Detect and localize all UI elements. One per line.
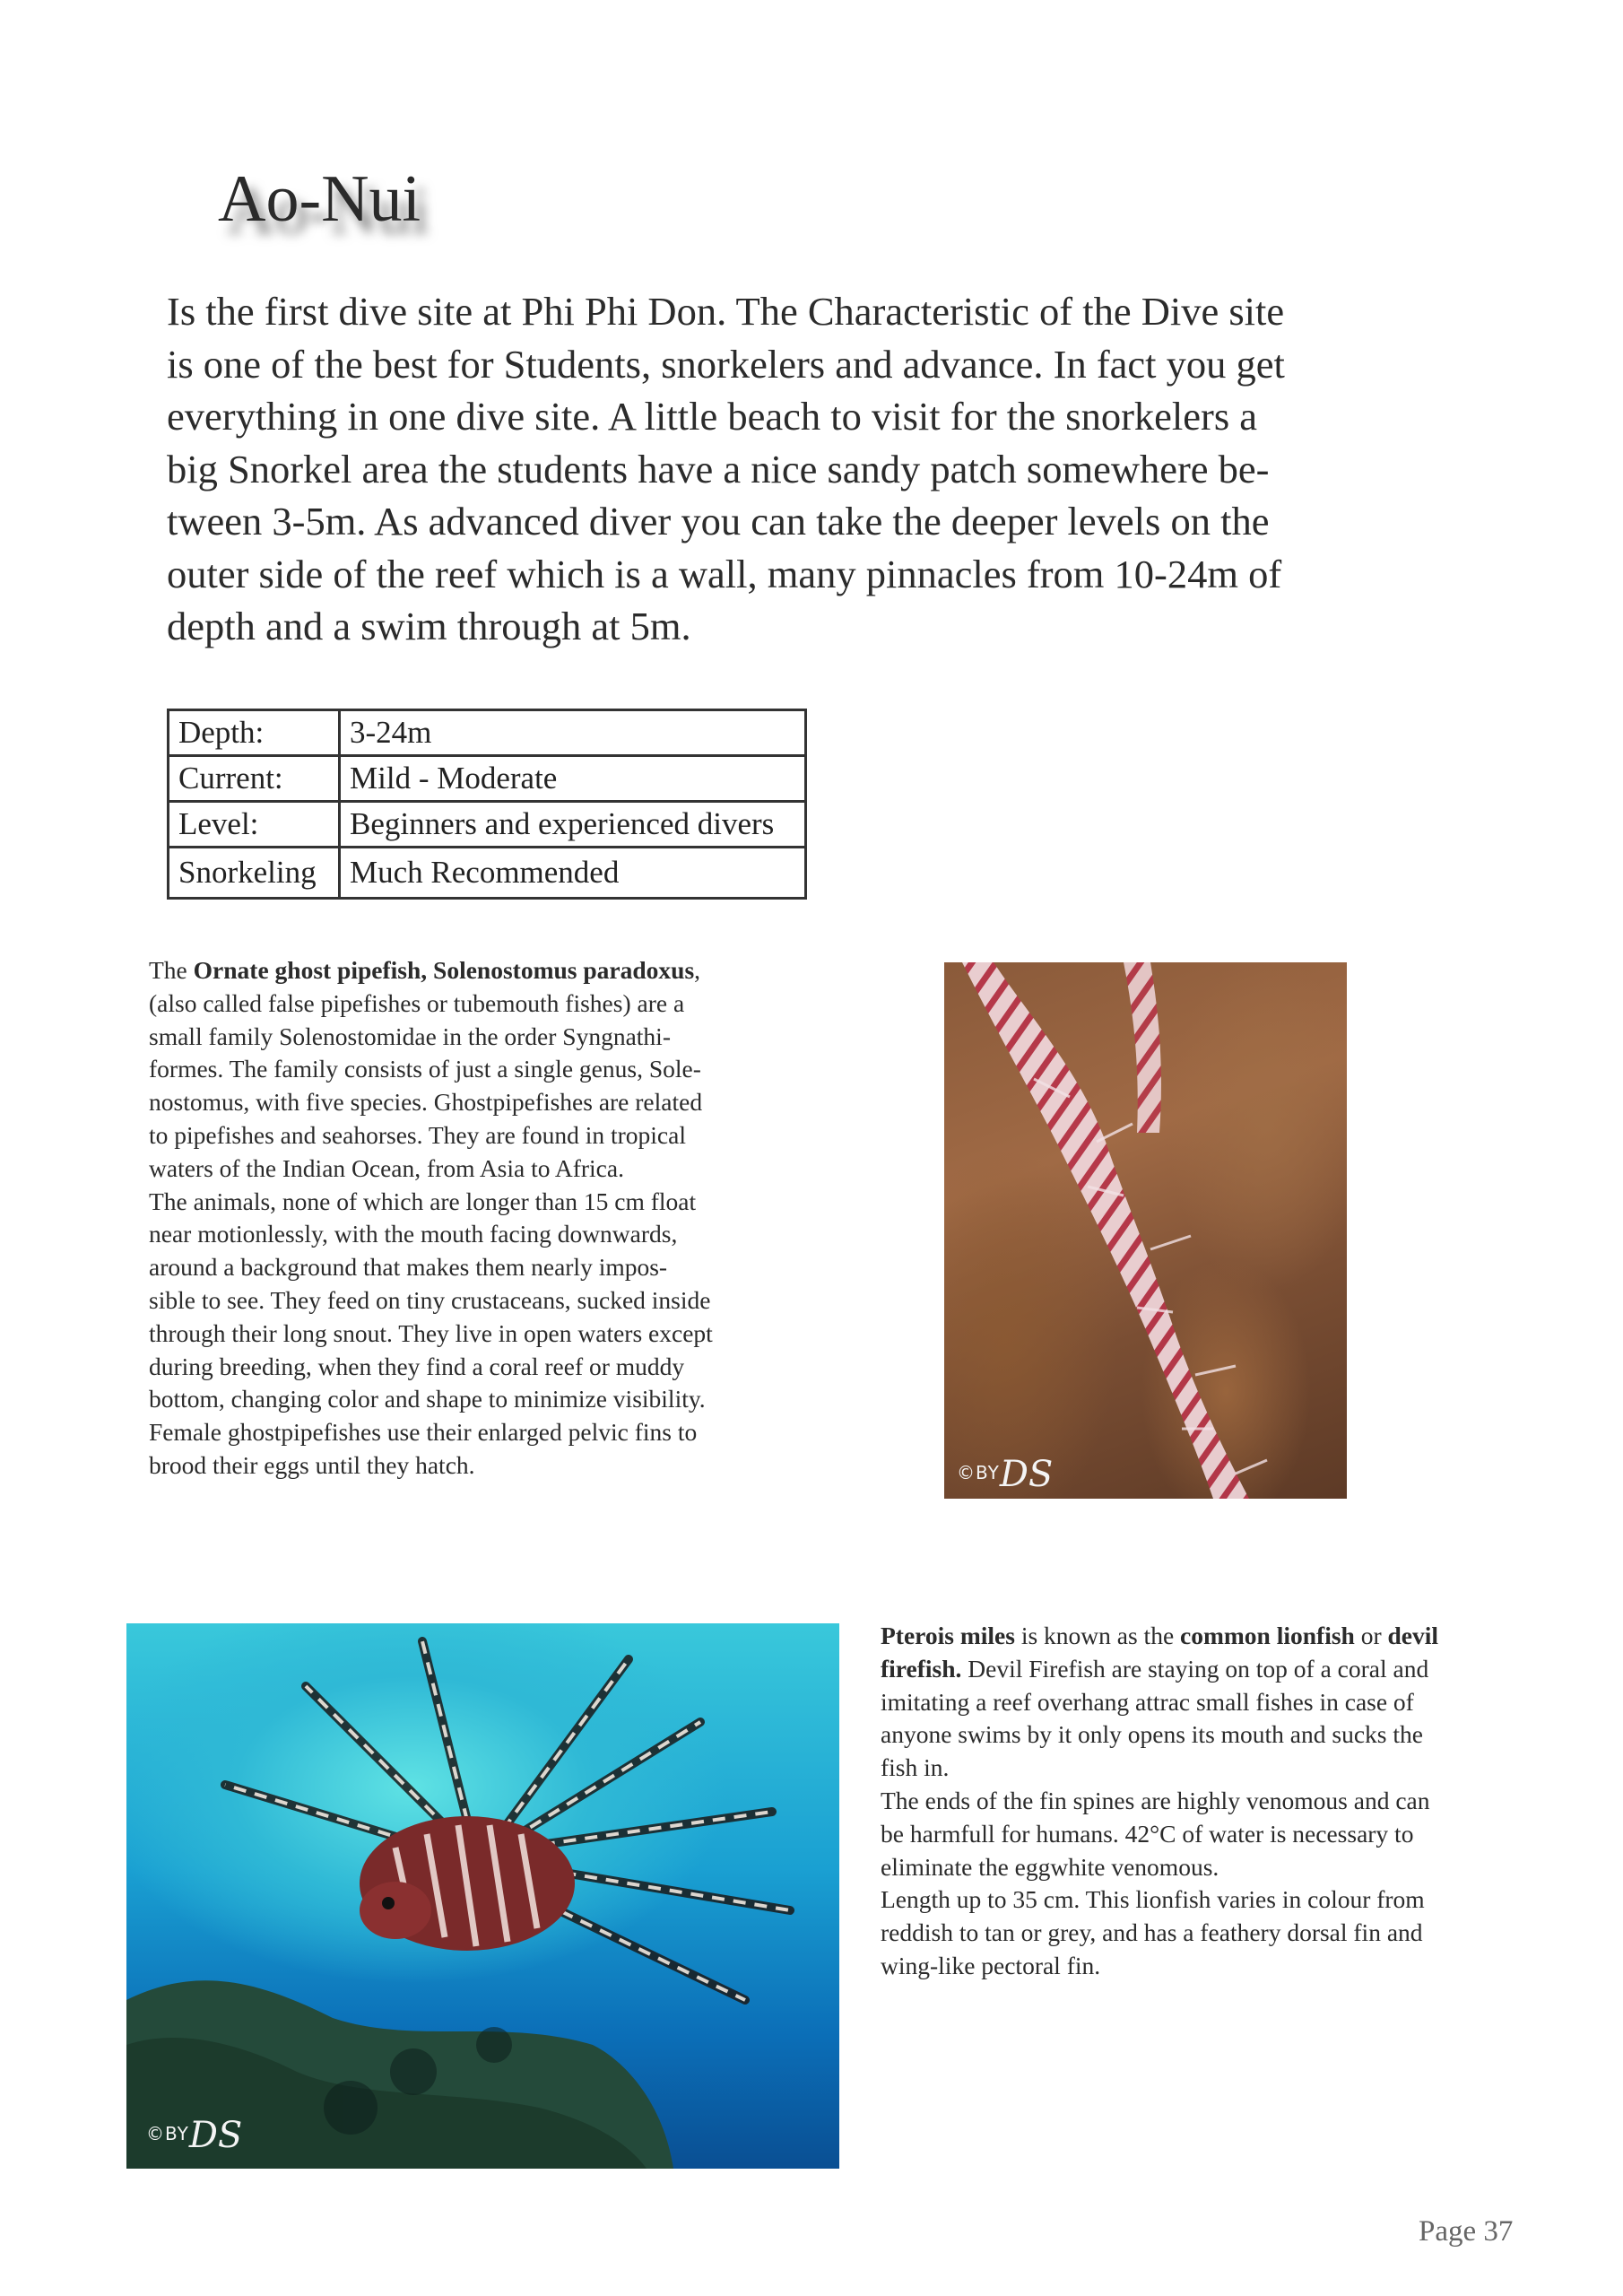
pipefish-description — [149, 954, 794, 1483]
fact-label: Snorkeling — [169, 848, 340, 899]
text-span: , — [694, 956, 701, 984]
intro-line: is one of the best for Students, snorkelers and advance. In fact you get — [167, 341, 1285, 387]
intro-line: depth and a swim through at 5m. — [167, 604, 691, 648]
intro-paragraph — [167, 285, 1440, 653]
pipefish-line: near motionlessly, with the mouth facing downwards, — [149, 1220, 678, 1248]
lionfish-line: Length up to 35 cm. This lionfish varies in colour from — [881, 1885, 1425, 1914]
lionfish-alt-name-part: firefish. — [881, 1654, 962, 1683]
lionfish-common-name: common lionfish — [1180, 1622, 1355, 1649]
ghost-pipefish-photo — [944, 962, 1347, 1499]
table-row — [169, 802, 806, 848]
lionfish-photo — [126, 1623, 839, 2169]
pipefish-species-name: Ornate ghost pipefish, Solenostomus paradoxus — [193, 956, 695, 984]
intro-line: everything in one dive site. A little beach to visit for the snorkelers a — [167, 394, 1258, 439]
text-span: The — [149, 956, 194, 984]
pipefish-line: brood their eggs until they hatch. — [149, 1450, 475, 1479]
lionfish-line: be harmfull for humans. 42°C of water is necessary to — [881, 1819, 1414, 1848]
photographer-initials: DS — [188, 2115, 243, 2156]
lionfish-line: reddish to tan or grey, and has a feathery dorsal fin and — [881, 1918, 1423, 1947]
copyright-symbol: ©BY — [146, 2123, 189, 2144]
intro-line: Is the first dive site at Phi Phi Don. The Characteristic of the Dive site — [167, 289, 1285, 334]
lionfish-description — [881, 1620, 1526, 1983]
fact-value: 3-24m — [340, 710, 806, 756]
pipefish-line: to pipefishes and seahorses. They are found in tropical — [149, 1120, 686, 1149]
text-span: Devil Firefish are staying on top of a coral and — [961, 1654, 1429, 1683]
pipefish-line: waters of the Indian Ocean, from Asia to Africa. — [149, 1153, 624, 1182]
copyright-watermark — [957, 1454, 1053, 1495]
pipefish-line: (also called false pipefishes or tubemouth fishes) are a — [149, 988, 685, 1017]
pipefish-line: through their long snout. They live in open waters except — [149, 1318, 713, 1347]
text-span: or — [1354, 1622, 1388, 1649]
lionfish-line: wing-like pectoral fin. — [881, 1951, 1101, 1979]
pipefish-line — [149, 954, 794, 987]
lionfish-line — [881, 1620, 1526, 1653]
pipefish-line: formes. The family consists of just a single genus, Sole- — [149, 1055, 701, 1083]
pipefish-line: nostomus, with five species. Ghostpipefishes are related — [149, 1088, 703, 1117]
lionfish-species-name: Pterois miles — [881, 1622, 1015, 1649]
lionfish-line: fish in. — [881, 1753, 950, 1782]
pipefish-line: around a background that makes them nearly impos- — [149, 1253, 668, 1282]
dive-facts-table — [167, 709, 807, 900]
table-row — [169, 710, 806, 756]
lionfish-line: imitating a reef overhang attrac small fishes in case of — [881, 1687, 1414, 1716]
lionfish-line — [881, 1653, 1526, 1686]
intro-line: outer side of the reef which is a wall, many pinnacles from 10-24m of — [167, 551, 1282, 596]
copyright-watermark — [146, 2115, 242, 2156]
pipefish-line: sible to see. They feed on tiny crustaceans, sucked inside — [149, 1285, 711, 1314]
lionfish-illustration — [126, 1623, 839, 2169]
page-number: Page 37 — [1419, 2215, 1514, 2248]
photographer-initials: DS — [999, 1454, 1054, 1495]
pipefish-line: during breeding, when they find a coral reef or muddy — [149, 1352, 685, 1380]
pipefish-line: The animals, none of which are longer than 15 cm float — [149, 1187, 697, 1215]
fact-value: Much Recommended — [340, 848, 806, 899]
lionfish-line: anyone swims by it only opens its mouth and sucks the — [881, 1720, 1423, 1749]
fact-value: Mild - Moderate — [340, 756, 806, 802]
lionfish-alt-name-part: devil — [1387, 1622, 1439, 1649]
lionfish-line: The ends of the fin spines are highly venomous and can — [881, 1786, 1430, 1814]
pipefish-line: bottom, changing color and shape to minimize visibility. — [149, 1385, 706, 1413]
lionfish-line: eliminate the eggwhite venomous. — [881, 1852, 1219, 1881]
pipefish-line: small family Solenostomidae in the order Syngnathi- — [149, 1022, 671, 1050]
text-span: is known as the — [1014, 1622, 1181, 1649]
table-row — [169, 756, 806, 802]
intro-line: big Snorkel area the students have a nice sandy patch somewhere be- — [167, 446, 1270, 491]
fact-value: Beginners and experienced divers — [340, 802, 806, 848]
page-title: Ao-Nui — [218, 162, 421, 236]
fact-label: Depth: — [169, 710, 340, 756]
fact-label: Level: — [169, 802, 340, 848]
intro-line: tween 3-5m. As advanced diver you can take the deeper levels on the — [167, 499, 1270, 544]
table-row — [169, 848, 806, 899]
fact-label: Current: — [169, 756, 340, 802]
pipefish-line: Female ghostpipefishes use their enlarged pelvic fins to — [149, 1418, 698, 1447]
pipefish-illustration — [944, 962, 1347, 1499]
copyright-symbol: ©BY — [957, 1462, 1000, 1483]
